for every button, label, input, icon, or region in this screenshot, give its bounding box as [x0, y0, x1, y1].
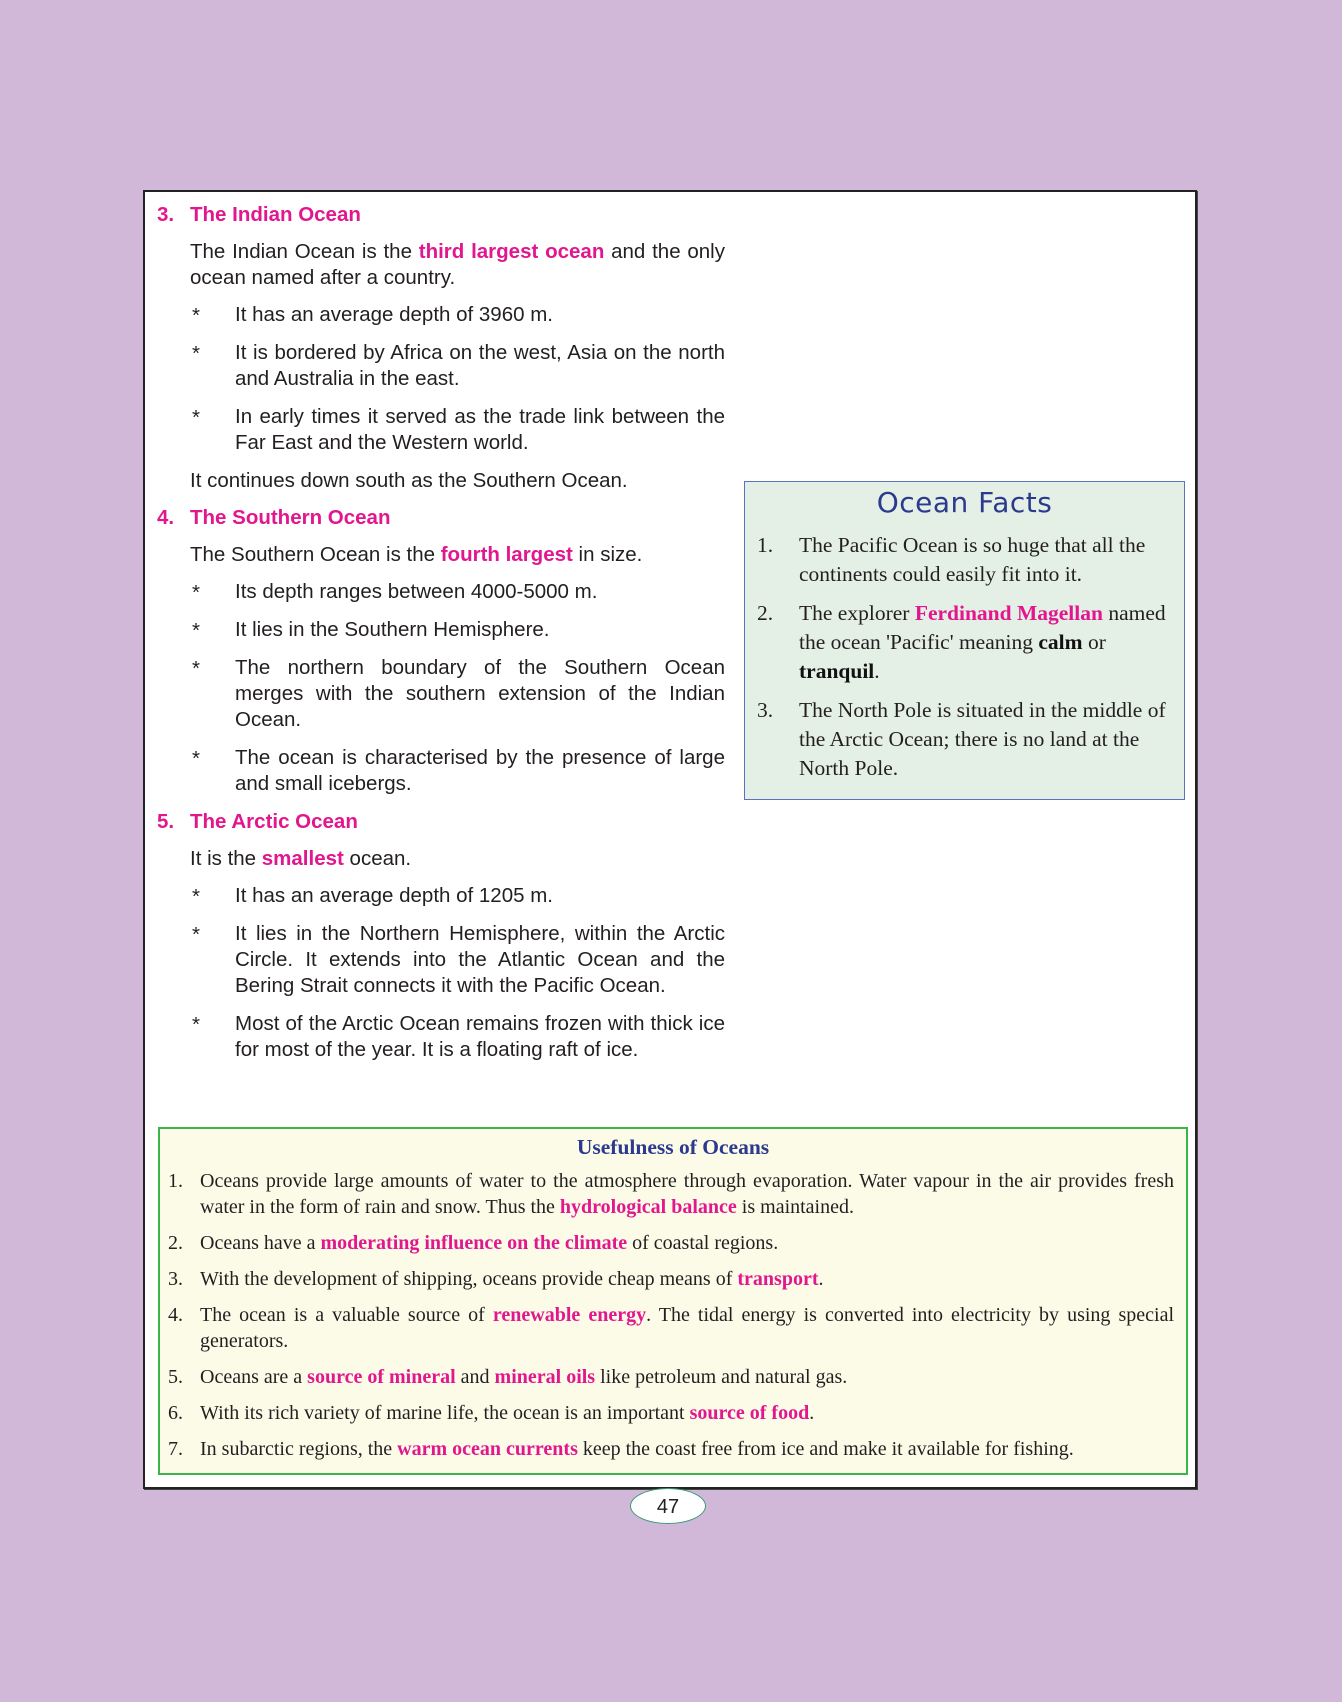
- text: It has an average depth of 3960 m.: [235, 303, 553, 326]
- list-item: [168, 1168, 1174, 1220]
- item-number: 3.: [168, 1268, 183, 1290]
- highlight: source of mineral: [307, 1366, 456, 1388]
- section-title: The Southern Ocean: [190, 506, 391, 529]
- ocean-facts-title: Ocean Facts: [876, 486, 1053, 519]
- list-item: [190, 404, 725, 456]
- text: and: [455, 1366, 495, 1388]
- bold-text: calm: [1038, 630, 1083, 654]
- list-item: [168, 1364, 1174, 1390]
- text: Oceans provide large amounts of water to the atmosphere through evaporation. Water vapour in the air provides fresh water in the form of rain and snow. Thus the: [200, 1170, 1174, 1218]
- text: [200, 1364, 1174, 1390]
- usefulness-list: [160, 1168, 1186, 1462]
- item-number: 1.: [168, 1170, 183, 1192]
- list-item: [190, 655, 725, 733]
- list-item: [190, 340, 725, 392]
- text: [200, 1230, 1174, 1256]
- text: of coastal regions.: [627, 1232, 779, 1254]
- list-item: [190, 579, 725, 605]
- indian-outro: It continues down south as the Southern Ocean.: [190, 469, 628, 492]
- highlight: third largest ocean: [418, 240, 605, 263]
- text: [200, 1302, 1174, 1354]
- section-number: 5.: [157, 810, 175, 833]
- text: The northern boundary of the Southern Ocean merges with the southern extension of the Indian Ocean.: [235, 656, 725, 731]
- list-item: [190, 883, 725, 909]
- item-number: 4.: [168, 1304, 183, 1326]
- highlight: smallest: [261, 847, 344, 870]
- text: keep the coast free from ice and make it available for fishing.: [577, 1438, 1074, 1460]
- list-item: [168, 1266, 1174, 1292]
- list-item: [190, 745, 725, 797]
- section-heading-southern-ocean: [157, 505, 725, 531]
- highlight: renewable energy: [492, 1304, 647, 1326]
- text: With its rich variety of marine life, the ocean is an important: [200, 1402, 690, 1424]
- list-item: [757, 531, 1168, 589]
- text: [200, 1400, 1174, 1426]
- section-number: 3.: [157, 203, 175, 226]
- bullet-star: *: [192, 885, 200, 908]
- list-item: [190, 921, 725, 999]
- text: named the ocean 'Pacific' meaning: [799, 601, 1166, 654]
- text: The Pacific Ocean is so huge that all the continents could easily fit into it.: [799, 533, 1146, 586]
- arctic-intro: [190, 846, 725, 872]
- text: is maintained.: [736, 1196, 854, 1218]
- text: The Indian Ocean is the: [190, 240, 419, 263]
- list-item: [168, 1230, 1174, 1256]
- left-column: [157, 202, 725, 1075]
- text: The North Pole is situated in the middle of the Arctic Ocean; there is no land at the North Pole.: [799, 698, 1166, 780]
- text: Most of the Arctic Ocean remains frozen with thick ice for most of the year. It is a floating raft of ice.: [235, 1012, 725, 1061]
- text: [200, 1436, 1174, 1462]
- bullet-star: *: [192, 923, 200, 946]
- item-number: 6.: [168, 1402, 183, 1424]
- text: It lies in the Southern Hemisphere.: [235, 618, 550, 641]
- text: [799, 599, 1168, 686]
- text: ocean.: [343, 847, 412, 870]
- text: in size.: [572, 543, 643, 566]
- highlight: source of food: [689, 1402, 810, 1424]
- item-number: 7.: [168, 1438, 183, 1460]
- text: The Southern Ocean is the: [190, 543, 441, 566]
- text: and the only ocean named after a country.: [190, 240, 725, 289]
- list-item: [190, 1011, 725, 1063]
- highlight: transport: [737, 1268, 819, 1290]
- list-item: [168, 1302, 1174, 1354]
- text: .: [809, 1402, 815, 1424]
- text: Its depth ranges between 4000-5000 m.: [235, 580, 598, 603]
- text: or: [1082, 630, 1106, 654]
- item-number: 5.: [168, 1366, 183, 1388]
- southern-intro: [190, 542, 725, 568]
- section-title: The Indian Ocean: [190, 203, 361, 226]
- arctic-bullets: [190, 883, 725, 1063]
- indian-intro: [190, 239, 725, 291]
- text: It is bordered by Africa on the west, Asia on the north and Australia in the east.: [235, 341, 725, 390]
- bullet-star: *: [192, 406, 200, 429]
- text: Oceans are a: [200, 1366, 308, 1388]
- bullet-star: *: [192, 581, 200, 604]
- bullet-star: *: [192, 747, 200, 770]
- section-title: The Arctic Ocean: [190, 810, 358, 833]
- list-item: [168, 1400, 1174, 1426]
- text: [200, 1168, 1174, 1220]
- southern-bullets: [190, 579, 725, 797]
- list-item: [190, 302, 725, 328]
- highlight: warm ocean currents: [397, 1438, 578, 1460]
- page-frame: [143, 190, 1197, 1489]
- text: .: [818, 1268, 824, 1290]
- bullet-star: *: [192, 1013, 200, 1036]
- item-number: 2.: [168, 1232, 183, 1254]
- highlight: moderating influence on the climate: [320, 1232, 628, 1254]
- text: In subarctic regions, the: [200, 1438, 398, 1460]
- text: [200, 1266, 1174, 1292]
- ocean-facts-list: [745, 531, 1184, 783]
- text: In early times it served as the trade link between the Far East and the Western world.: [235, 405, 725, 454]
- text: The explorer: [799, 601, 915, 625]
- item-number: 2.: [757, 601, 774, 625]
- highlight: Ferdinand Magellan: [914, 601, 1103, 625]
- highlight: hydrological balance: [559, 1196, 737, 1218]
- text: With the development of shipping, oceans provide cheap means of: [200, 1268, 738, 1290]
- page-number: 47: [630, 1488, 706, 1524]
- text: The ocean is characterised by the presence of large and small icebergs.: [235, 746, 725, 795]
- list-item: [757, 696, 1168, 783]
- section-heading-indian-ocean: [157, 202, 725, 228]
- list-item: [757, 599, 1168, 686]
- bullet-star: *: [192, 304, 200, 327]
- text: . The tidal energy is converted into electricity by using special generators.: [200, 1304, 1174, 1352]
- section-heading-arctic-ocean: [157, 809, 725, 835]
- bold-text: tranquil: [799, 659, 875, 683]
- highlight: mineral oils: [494, 1366, 596, 1388]
- text: It has an average depth of 1205 m.: [235, 884, 553, 907]
- usefulness-box: [158, 1127, 1188, 1475]
- list-item: [168, 1436, 1174, 1462]
- text: Oceans have a: [200, 1232, 321, 1254]
- bullet-star: *: [192, 657, 200, 680]
- text: like petroleum and natural gas.: [595, 1366, 848, 1388]
- text: .: [874, 659, 880, 683]
- item-number: 3.: [757, 698, 774, 722]
- text: It lies in the Northern Hemisphere, within the Arctic Circle. It extends into the Atlantic Ocean and the Bering Strait connects it with the Pacific Ocean.: [235, 922, 725, 997]
- item-number: 1.: [757, 533, 774, 557]
- section-number: 4.: [157, 506, 175, 529]
- ocean-facts-box: [744, 481, 1185, 800]
- bullet-star: *: [192, 619, 200, 642]
- usefulness-title: Usefulness of Oceans: [576, 1135, 770, 1159]
- bullet-star: *: [192, 342, 200, 365]
- list-item: [190, 617, 725, 643]
- indian-bullets: [190, 302, 725, 456]
- highlight: fourth largest: [440, 543, 573, 566]
- text: The ocean is a valuable source of: [200, 1304, 493, 1326]
- text: It is the: [190, 847, 262, 870]
